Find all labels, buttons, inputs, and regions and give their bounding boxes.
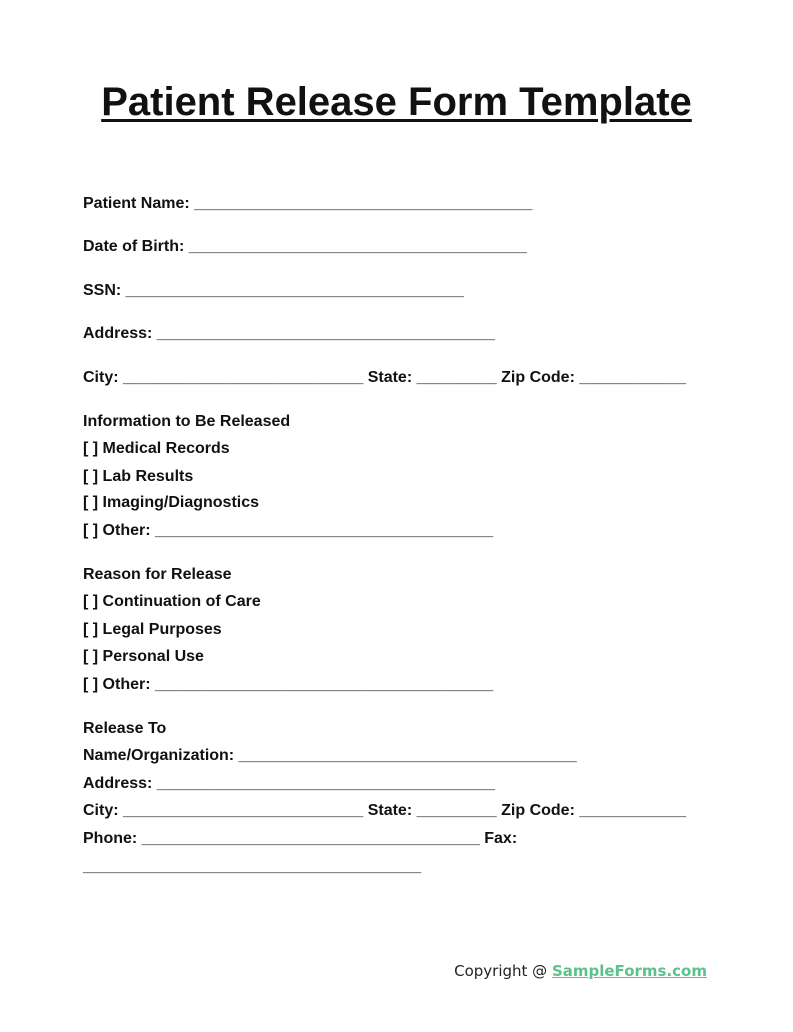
info-option-lab-results[interactable]: [ ] Lab Results xyxy=(83,468,194,485)
ssn-field: SSN: ______________________________________ xyxy=(83,282,464,299)
release-phone-fax-field: Phone: ______________________________________ Fax: xyxy=(83,830,518,847)
release-city-state-zip-field: City: ___________________________ State: _________ Zip Code: ____________ xyxy=(83,802,687,819)
info-option-other[interactable]: [ ] Other: ______________________________________ xyxy=(83,522,494,539)
patient-name-field: Patient Name: ______________________________________ xyxy=(83,195,533,212)
release-to-heading: Release To xyxy=(83,720,167,737)
info-option-imaging[interactable]: [ ] Imaging/Diagnostics xyxy=(83,494,260,511)
reason-option-legal[interactable]: [ ] Legal Purposes xyxy=(83,621,222,638)
release-fax-line: ______________________________________ xyxy=(83,858,422,875)
copyright-footer xyxy=(454,962,707,980)
release-address-field: Address: ______________________________________ xyxy=(83,775,495,792)
reason-option-personal[interactable]: [ ] Personal Use xyxy=(83,648,204,665)
city-state-zip-field: City: ___________________________ State: _________ Zip Code: ____________ xyxy=(83,369,687,386)
date-of-birth-field: Date of Birth: ______________________________________ xyxy=(83,238,527,255)
information-heading: Information to Be Released xyxy=(83,413,291,430)
page-title: Patient Release Form Template xyxy=(101,80,692,124)
reason-heading: Reason for Release xyxy=(83,566,232,583)
reason-option-continuation[interactable]: [ ] Continuation of Care xyxy=(83,593,261,610)
release-name-org-field: Name/Organization: ______________________________________ xyxy=(83,747,577,764)
address-field: Address: ______________________________________ xyxy=(83,325,495,342)
sampleforms-link[interactable]: SampleForms.com xyxy=(551,962,707,980)
copyright-text: Copyright @ xyxy=(454,962,552,980)
reason-option-other[interactable]: [ ] Other: ______________________________________ xyxy=(83,676,494,693)
info-option-medical-records[interactable]: [ ] Medical Records xyxy=(83,440,230,457)
